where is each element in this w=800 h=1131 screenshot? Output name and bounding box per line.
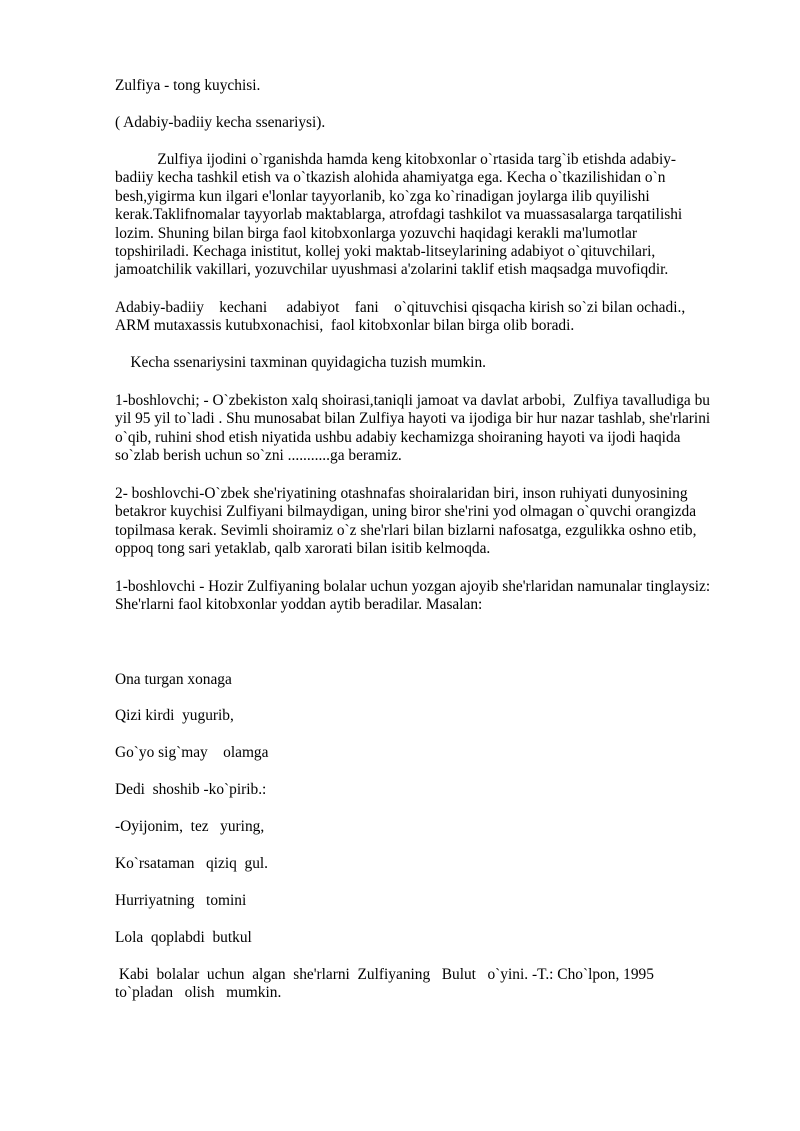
opening-paragraph	[115, 299, 745, 336]
text-line: yil 95 yil to`ladi . Shu munosabat bilan Zulfiya hayoti va ijodiga bir hur nazar tashlab, she'rlarini	[115, 410, 711, 428]
text-line: so`zlab berish uchun so`zni ...........ga beramiz.	[115, 447, 402, 465]
text-line: 1-boshlovchi - Hozir Zulfiyaning bolalar uchun yozgan ajoyib she'rlaridan namunalar tinglaysiz:	[115, 578, 711, 595]
closing-paragraph	[115, 966, 745, 1003]
text-line: jamoatchilik vakillari, yozuvchilar uyushmasi a'zolarini taklif etish maqsadga muvofiqdir.	[115, 261, 669, 279]
poem-line: Hurriyatning tomini	[115, 892, 247, 909]
host1-paragraph	[115, 392, 745, 466]
text-line: topshiriladi. Kechaga inistitut, kollej yoki maktab-litseylarining adabiyot o`qituvchilari,	[115, 243, 656, 261]
host1b-paragraph	[115, 578, 745, 615]
host2-paragraph	[115, 485, 745, 559]
text-line: o`qib, ruhini shod etish niyatida ushbu adabiy kechamizga shoiraning hayoti va ijodi haqida	[115, 428, 681, 446]
text-line: betakror kuychisi Zulfiyani bilmaydigan, uning biror she'rini yod olmagan o`quvchi orangizda	[115, 503, 697, 521]
text-line: ARM mutaxassis kutubxonachisi, faol kitobxonlar bilan birga olib boradi.	[115, 317, 575, 335]
text-line: Zulfiya ijodini o`rganishda hamda keng kitobxonlar o`rtasida targ`ib etishda adabiy-	[115, 151, 677, 168]
text-line: She'rlarni faol kitobxonlar yoddan aytib beradilar. Masalan:	[115, 596, 483, 614]
poem-line: Ko`rsataman qiziq gul.	[115, 855, 269, 872]
plan-paragraph: Kecha ssenariysini taxminan quyidagicha tuzish mumkin.	[115, 354, 487, 371]
text-line: topilmasa kerak. Sevimli shoiramiz o`z she'rlari bilan bizlarni nafosatga, ezgulikka oshno etib,	[115, 521, 697, 539]
text-line: 2- boshlovchi-O`zbek she'riyatining otashnafas shoiralaridan biri, inson ruhiyati dunyosining	[115, 485, 688, 502]
text-line: to`pladan olish mumkin.	[115, 984, 282, 1002]
poem-line: -Oyijonim, tez yuring,	[115, 818, 265, 835]
document-subtitle: ( Adabiy-badiiy kecha ssenariysi).	[115, 114, 326, 131]
text-line: badiiy kecha tashkil etish va o`tkazish alohida ahamiyatga ega. Kecha o`tkazilishidan o`n	[115, 169, 666, 187]
poem-line: Go`yo sig`may olamga	[115, 744, 269, 761]
text-line: lozim. Shuning bilan birga faol kitobxonlarga yozuvchi haqidagi kerakli ma'lumotlar	[115, 224, 637, 242]
intro-paragraph	[115, 151, 745, 280]
text-line: Kabi bolalar uchun algan she'rlarni Zulfiyaning Bulut o`yini. -T.: Cho`lpon, 1995	[115, 966, 654, 983]
text-line: oppoq tong sari yetaklab, qalb xarorati bilan isitib kelmoqda.	[115, 540, 491, 558]
poem-line: Qizi kirdi yugurib,	[115, 707, 234, 724]
text-line: kerak.Taklifnomalar tayyorlab maktablarga, atrofdagi tashkilot va muassasalarga tarqatilishi	[115, 206, 683, 224]
document-title: Zulfiya - tong kuychisi.	[115, 77, 261, 94]
text-line: besh,yigirma kun ilgari e'lonlar tayyorlanib, ko`zga ko`rinadigan joylarga ilib quyilishi	[115, 187, 650, 205]
poem-line: Lola qoplabdi butkul	[115, 929, 252, 946]
poem-line: Dedi shoshib -ko`pirib.:	[115, 781, 267, 798]
text-line: 1-boshlovchi; - O`zbekiston xalq shoirasi,taniqli jamoat va davlat arbobi, Zulfiya tavalludiga bu	[115, 392, 710, 409]
text-line: Adabiy-badiiy kechani adabiyot fani o`qituvchisi qisqacha kirish so`zi bilan ochadi.,	[115, 299, 686, 316]
poem-line: Ona turgan xonaga	[115, 671, 232, 688]
